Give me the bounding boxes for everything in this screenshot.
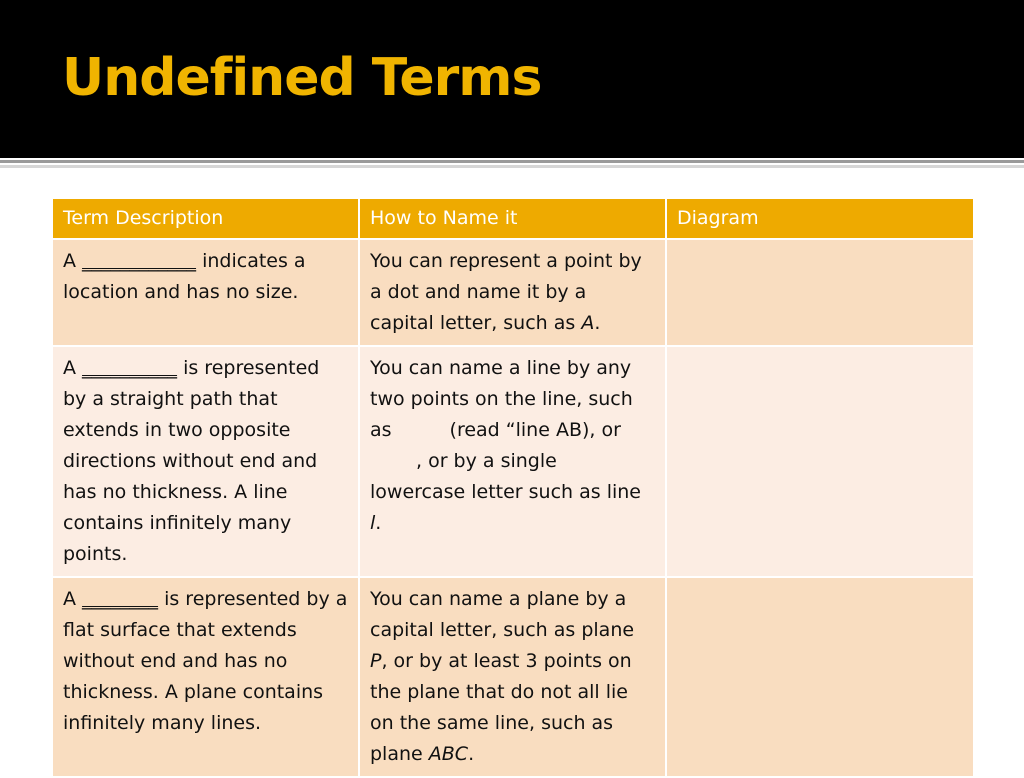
name-text: You can name a plane by a capital letter, such as plane: [370, 588, 635, 641]
diagram-cell: [666, 346, 974, 577]
how-to-name-cell: [359, 346, 666, 577]
fill-in-blank: __________: [82, 357, 178, 379]
diagram-cell: [666, 239, 974, 346]
fill-in-blank: ________: [82, 588, 159, 610]
term-prefix: A: [63, 250, 76, 272]
term-description-cell: [52, 346, 359, 577]
fill-in-blank: ____________: [82, 250, 197, 272]
how-to-name-cell: [359, 577, 666, 777]
header-how-to-name: How to Name it: [359, 198, 666, 239]
name-end: .: [594, 312, 601, 334]
name-text: You can represent a point by a dot and name it by a capital letter, such as: [370, 250, 642, 334]
title-band: [0, 0, 1024, 158]
term-description-cell: [52, 577, 359, 777]
undefined-terms-table: [51, 197, 975, 778]
table-row: [52, 346, 974, 577]
name-end: .: [468, 743, 475, 765]
term-text: is represented by a straight path that extends in two opposite directions without end and has no thickness. A line contains infinitely many points.: [63, 357, 320, 565]
term-prefix: A: [63, 357, 76, 379]
term-text: indicates a location and has no size.: [63, 250, 306, 303]
header-diagram: Diagram: [666, 198, 974, 239]
name-text-2: , or by at least 3 points on the plane that do not all lie on the same line, such as plane: [370, 650, 632, 765]
name-end: .: [375, 512, 382, 534]
title-divider: [0, 160, 1024, 163]
diagram-cell: [666, 577, 974, 777]
name-italic: P: [370, 650, 382, 672]
slide-title: Undefined Terms: [62, 48, 542, 108]
table-row: [52, 577, 974, 777]
term-prefix: A: [63, 588, 76, 610]
how-to-name-cell: [359, 239, 666, 346]
name-text-2: (read “line AB), or: [449, 419, 621, 441]
header-term-description: Term Description: [52, 198, 359, 239]
name-italic: l: [370, 512, 376, 534]
title-divider-light: [0, 165, 1024, 168]
table-row: [52, 239, 974, 346]
name-text-3: , or by a single lowercase letter such as line: [370, 450, 641, 503]
term-description-cell: [52, 239, 359, 346]
name-italic: A: [581, 312, 595, 334]
table-header-row: [52, 198, 974, 239]
term-text: is represented by a flat surface that extends without end and has no thickness. A plane contains infinitely many lines.: [63, 588, 348, 734]
name-italic-2: ABC: [428, 743, 469, 765]
name-text: You can name a line by any two points on the line, such as: [370, 357, 633, 441]
